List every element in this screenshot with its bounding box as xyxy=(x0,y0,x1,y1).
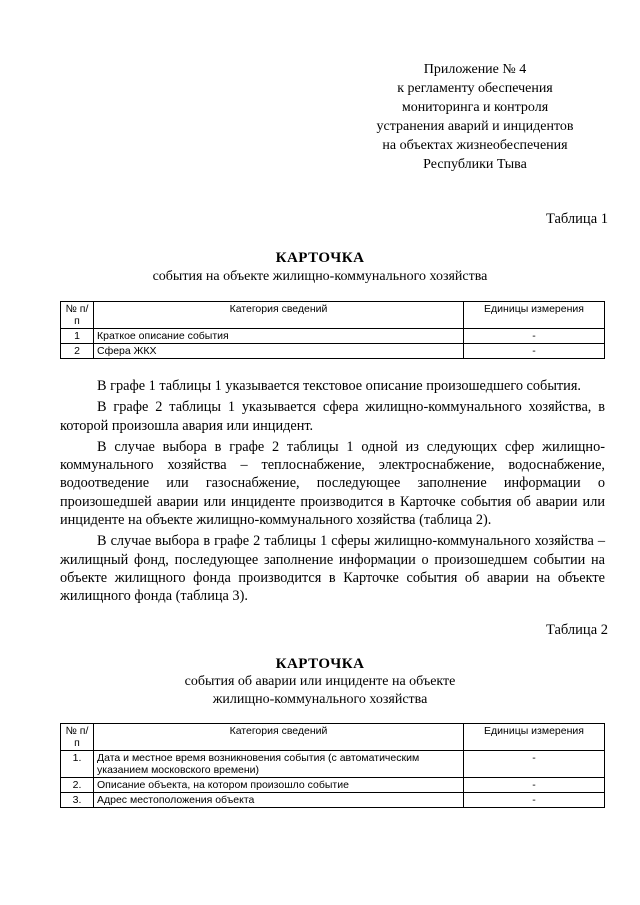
row-category: Описание объекта, на котором произошло событие xyxy=(94,778,464,793)
appendix-line: к регламенту обеспечения xyxy=(397,81,553,96)
row-num: 1. xyxy=(61,751,94,778)
table1 xyxy=(60,301,605,359)
table2-subtitle xyxy=(0,673,640,709)
paragraph: В графе 1 таблицы 1 указывается текстовое описание произошедшего события. xyxy=(97,378,581,394)
appendix-line: на объектах жизнеобеспечения xyxy=(382,138,568,153)
appendix-line: устранения аварий и инцидентов xyxy=(376,119,574,134)
table-row xyxy=(61,778,605,793)
row-units: - xyxy=(464,329,605,344)
row-category: Адрес местоположения объекта xyxy=(94,793,464,808)
table2 xyxy=(60,723,605,808)
table-row xyxy=(61,344,605,359)
table1-subtitle-line: события на объекте жилищно-коммунального хозяйства xyxy=(152,269,488,284)
row-units: - xyxy=(464,778,605,793)
table-header-row xyxy=(61,302,605,329)
table2-subtitle-line: жилищно-коммунального хозяйства xyxy=(212,692,428,707)
row-units: - xyxy=(464,751,605,778)
appendix-line: Республики Тыва xyxy=(423,157,527,172)
header-num: № п/п xyxy=(61,302,94,329)
table1-subtitle xyxy=(0,268,640,286)
table2-title: КАРТОЧКА xyxy=(275,656,365,672)
appendix-header xyxy=(350,60,600,174)
header-num: № п/п xyxy=(61,724,94,751)
table1-title: КАРТОЧКА xyxy=(275,250,365,266)
row-units: - xyxy=(464,793,605,808)
row-category: Сфера ЖКХ xyxy=(94,344,464,359)
appendix-line: мониторинга и контроля xyxy=(401,100,549,115)
header-category: Категория сведений xyxy=(94,724,464,751)
table-header-row xyxy=(61,724,605,751)
header-category: Категория сведений xyxy=(94,302,464,329)
row-num: 1 xyxy=(61,329,94,344)
table-row xyxy=(61,751,605,778)
table2-label: Таблица 2 xyxy=(545,622,608,638)
table1-label: Таблица 1 xyxy=(545,211,608,227)
row-units: - xyxy=(464,344,605,359)
row-category: Дата и местное время возникновения события (с автоматическим указанием московского времени) xyxy=(94,751,464,778)
table-row xyxy=(61,329,605,344)
row-category: Краткое описание события xyxy=(94,329,464,344)
row-num: 3. xyxy=(61,793,94,808)
appendix-line: Приложение № 4 xyxy=(423,62,527,77)
header-units: Единицы измерения xyxy=(464,724,605,751)
table2-subtitle-line: события об аварии или инциденте на объекте xyxy=(184,674,456,689)
row-num: 2 xyxy=(61,344,94,359)
paragraph: В случае выбора в графе 2 таблицы 1 одной из следующих сфер жилищно-коммунального хозяйства – теплоснабжение, электроснабжение, водоснабжение, водоотведение или газоснабжение, последующее заполнение информации о произошедшей аварии или инциденте производится в Карточке события об аварии или инциденте на объекте жилищно-коммунального хозяйства (таблица 2). xyxy=(60,438,605,529)
table-row xyxy=(61,793,605,808)
row-num: 2. xyxy=(61,778,94,793)
header-units: Единицы измерения xyxy=(464,302,605,329)
paragraph: В графе 2 таблицы 1 указывается сфера жилищно-коммунального хозяйства, в которой произошла авария или инцидент. xyxy=(60,399,605,434)
body-text xyxy=(60,377,605,609)
paragraph: В случае выбора в графе 2 таблицы 1 сферы жилищно-коммунального хозяйства – жилищный фонд, последующее заполнение информации о произошедшем событии на объекте жилищного фонда производится в Карточке события об аварии на объекте жилищного фонда (таблица 3). xyxy=(60,533,605,605)
